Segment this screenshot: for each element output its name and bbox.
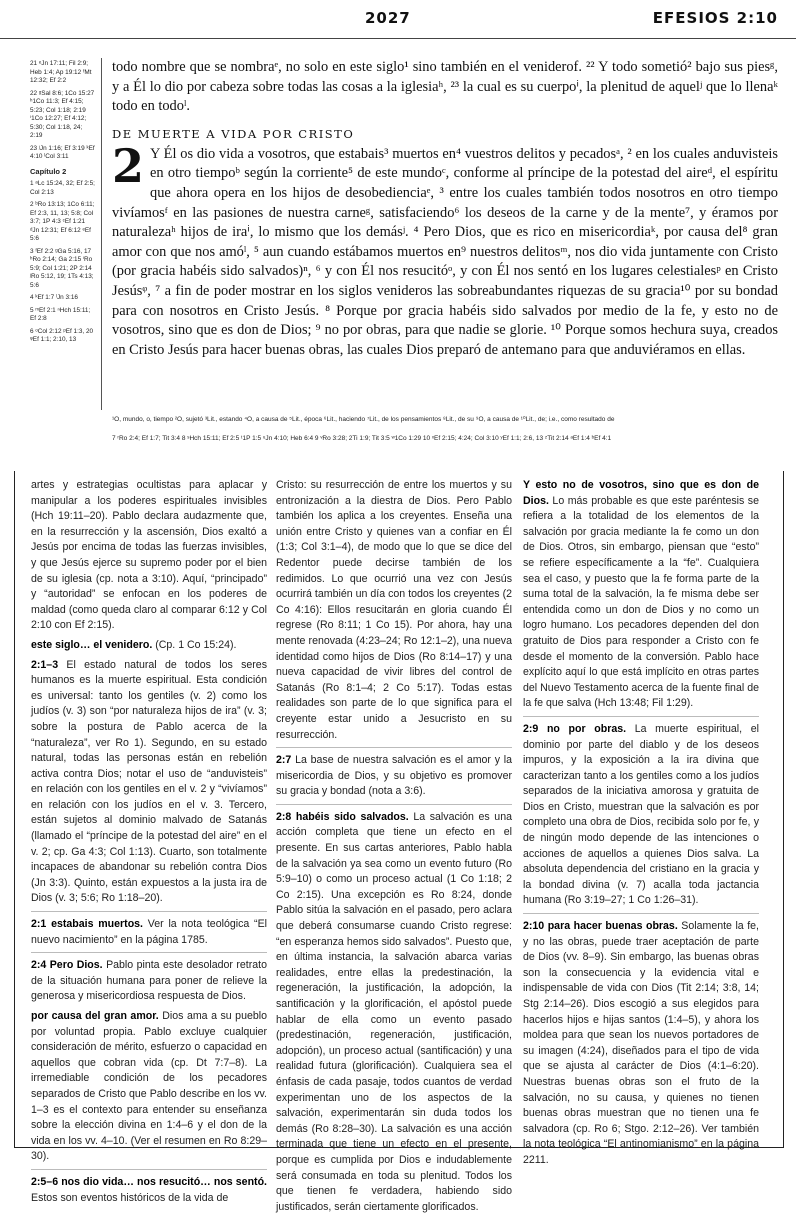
note-text: (Cp. 1 Co 15:24). bbox=[155, 638, 237, 651]
scripture-intro: todo nombre que se nombraᵉ, no solo en este siglo¹ sino también en el veniderof. ²² Y todo sometió² bajo sus piesᵍ, y a Él lo dio por cabeza sobre todas las cosas a la iglesiaʰ, ²³ la cual es su cuerpoⁱ, la plenitud de aquelʲ que lo llenaᵏ todo en todoˡ. bbox=[112, 59, 778, 115]
study-note bbox=[31, 917, 267, 953]
note-heading: 2:1–3 bbox=[31, 658, 59, 671]
xref-chapter-label: Capítulo 2 bbox=[30, 166, 67, 176]
note-heading: 2:4 Pero Dios. bbox=[31, 959, 103, 972]
note-text: Ver la nota teológica “El nuevo nacimiento” en la página 1785. bbox=[31, 918, 267, 946]
note-heading: Y esto no de vosotros, sino que es don de Dios. bbox=[523, 479, 759, 507]
xref-entry: 21 ᵉJn 17:11; Fil 2:9; Heb 1:4; Ap 19:12 ᶠMt 12:32; Ef 2:2 bbox=[30, 60, 92, 84]
note-text: Dios ama a su pueblo por voluntad propia. Pablo excluye cualquier consideración de mérito, esfuerzo o capacidad en aquellos que cobran vida (cp. Dt 7:7–8). La irremediable condición de los pecadores separados de Cristo que Pablo describe en los vv. 1–3 es el contexto para entender su enseñanza sobre la elección divina en 1:4–6 y el don de la vida en los vv. 4–10. (Ver el resumen en Ro 8:29–30). bbox=[31, 1010, 267, 1163]
study-note bbox=[276, 753, 512, 805]
section-heading: DE MUERTE A VIDA POR CRISTO bbox=[112, 126, 355, 141]
chapter-number: 2 bbox=[112, 138, 145, 193]
study-note bbox=[276, 478, 512, 748]
xref-entry: 4 ᵏEf 1:7 ˡJn 3:16 bbox=[30, 294, 78, 301]
note-text: Solamente la fe, y no las obras, puede traer aceptación de parte de Dios (vv. 8–9). Sin embargo, las buenas obras son la consecuencia y la evidencia vital e indispensable de vida con Dios (Tit 2:14; 3:8, 14; Stg 2:14–26). Dios escogió a sus elegidos para hacerlos hijos e hijas santos (1:4–5), y ahora los moldea para que sean los nuevos portadores de su imagen (4:24), diseñados para el tipo de vida que se ajusta al carácter de Dios (4:1–6:20). Nuestras buenas obras son el fruto de la salvación, no su causa, y quienes no tienen buenas obras muestran que no tienen una fe salvadora (cp. Ro 6; Stgo. 2:12–26). Ver también la nota teológica “El antinomianismo” en la página 2211. bbox=[523, 920, 759, 1166]
xref-divider bbox=[101, 58, 102, 410]
translation-notes: ¹O, mundo, o, tiempo ²O, sujetó ³Lit., estando ⁴O, a causa de ⁵Lit., época ⁶Lit., haciendo ⁷Lit., de los pensamientos ⁸Lit., de su ⁹O, a causa de ¹⁰Lit., de; i.e., como resultado de bbox=[112, 416, 615, 423]
xref-entry: 6 ᵒCol 2:12 ᵖEf 1:3, 20 ᵠEf 1:1; 2:10, 13 bbox=[30, 327, 94, 343]
xref-entry: 22 ᵍSal 8:6; 1Co 15:27 ʰ1Co 11:3; Ef 4:15; 5:23; Col 1:18; 2:19 ⁱ1Co 12:27; Ef 4:12; 5:30; Col 1:18, 24; 2:19 bbox=[30, 89, 95, 139]
note-heading: este siglo… el venidero. bbox=[31, 638, 153, 651]
xref-entry: 5 ᵐEf 2:1 ⁿHch 15:11; Ef 2:8 bbox=[30, 306, 91, 322]
notes-column-2 bbox=[276, 478, 512, 1219]
study-note bbox=[31, 1009, 267, 1170]
study-note bbox=[276, 810, 512, 1215]
note-text: La salvación es una acción completa que tiene un efecto en el presente. En sus cartas anteriores, Pablo habla de la salvación ya sea como un evento futuro (Ro 5:9–10) o como un proceso actual (1 Co 1:18; 2 Co 2:15). Una excepción es Ro 8:24, donde Pablo sitúa la salvación en el pasado, pero aclara que deberá consumarse cuando Cristo regrese: “en esperanza hemos sido salvados”. Puesto que, en última instancia, la salvación abarca varias realidades, entre ellas la predestinación, la regeneración, la justificación, la adopción, la santificación y la glorificación, el apóstol puede hablar de ella como un evento pasado (predestinación, regeneración, justificación, adopción), un proceso actual (santificación) y una realidad futura (glorificación). Cualquiera sea el énfasis de cada pasaje, todos cuantos de verdad experimentan uno de los aspectos de la salvación, experimentarán sin duda todos los demás (Ro 8:28–30). La salvación es una acción terminada que tiene un efecto en el presente, porque es cumplida por Dios e indudablemente será consumada en toda su plenitud. Todos los que tienen fe verdadera, habiendo sido justificados, serán ciertamente glorificados. bbox=[276, 810, 512, 1213]
study-note bbox=[31, 658, 267, 913]
note-heading: 2:10 para hacer buenas obras. bbox=[523, 920, 678, 933]
cross-references bbox=[30, 60, 96, 349]
scripture-text bbox=[112, 58, 778, 360]
xref-entry: 3 ᶠEf 2:2 ᵍGa 5:16, 17 ʰRo 2:14; Ga 2:15 ⁱRo 5:9; Col 1:21; 2P 2:14 ʲRo 5:12, 19; 1Ts 4:13; 5:6 bbox=[30, 247, 94, 289]
chapter-body: Y Él os dio vida a vosotros, que estabais³ muertos en⁴ vuestros delitos y pecadosᵃ, ² en los cuales anduvisteis en otro tiempoᵇ según la corriente⁵ de este mundoᶜ, conforme al príncipe de la potestad del aireᵈ, el espíritu que ahora opera en los hijos de desobedienciaᵉ, ³ entre los cuales también todos nosotros en otro tiempo vivíamosᶠ en las pasiones de nuestra carneᵍ, satisfaciendo⁶ los deseos de la carne y de la mente⁷, y éramos por naturalezaʰ hijos de iraⁱ, lo mismo que los demásʲ. ⁴ Pero Dios, que es rico en misericordiaᵏ, por causa del⁸ gran amor con que nos amóˡ, ⁵ aun cuando estábamos muertos en⁹ nuestros delitosᵐ, nos dio vida juntamente con Cristo (por gracia habéis sido salvados)ⁿ, ⁶ y con Él nos resucitóᵒ, y con Él nos sentó en los lugares celestialesᵖ en Cristo Jesúsᵠ, ⁷ a fin de poder mostrar en los siglos venideros las sobreabundantes riquezas de su gracia¹⁰ por su bondad para con nosotros en Cristo Jesús. ⁸ Porque por gracia habéis sido salvados por medio de la fe, y esto no de vosotros, sino que es don de Dios; ⁹ no por obras, para que nadie se glorie. ¹⁰ Porque somos hechura suya, creados en Cristo Jesús para hacer buenas obras, las cuales Dios preparó de antemano para que anduviéramos en ellas. bbox=[112, 145, 778, 358]
footnotes bbox=[112, 415, 782, 453]
study-note bbox=[31, 478, 267, 634]
note-text: El estado natural de todos los seres humanos es la muerte espiritual. Esta condición es universal: tanto los gentiles (v. 2) como los judíos (v. 3) son “por naturaleza hijos de ira” (v. 3; sobre la postura de Pablo acerca de la “naturaleza”, ver Ro 1). Segundo, en su estado natural, todas las personas están en rebelión activa contra Dios; notar el uso de “anduvisteis” en relación con los gentiles en el v. 2 y “vivíamos” en relación con los judíos en el v. 3. Tercero, están sujetos al dominio malvado de Satanás (llamado el “príncipe de la potestad del aire” en el v. 2; cp. Ga 4:3; Col 1:13). Cuarto, son totalmente incapaces de abandonar su rebelión contra Dios (Jn 3:3). Quinto, están expuestos a la justa ira de Dios (v. 3; 5:6; Ro 1:18–20). bbox=[31, 658, 267, 905]
study-note bbox=[31, 958, 267, 1005]
note-text: artes y estrategias ocultistas para aplacar y manipular a los poderes espirituales invisibles (Hch 19:11–20). Pablo declara audazmente que, en la resurrección y la ascensión, Dios exaltó a Jesús por encima de todas las fuerzas invisibles, y que Jesús ejerce su supremo poder por el bien de su iglesia (cp. nota a 3:10). Aquí, “principado” y “autoridad” se enfocan en los poderes de maldad (como queda claro al comparar 6:12 y Col 2:10 con Ef 2:15). bbox=[31, 479, 267, 632]
note-text: La muerte espiritual, el dominio por parte del diablo y de los deseos impuros, y la exposición a la ira divina que caracterizan tanto a los gentiles como a los judíos separados de la iniciativa amorosa y gratuita de Dios en Cristo, muestran que la salvación es por completo una obra de Dios, recibida solo por fe, y de ningún modo depende de las intenciones o acciones de aquellos a quienes Dios salva. La absoluta dependencia del cristiano en la gracia y la bondad divina (v. 7) acalla toda jactancia humana (Ro 3:19–27; 1 Co 1:26–31). bbox=[523, 722, 759, 907]
note-text: Lo más probable es que este paréntesis se refiera a la totalidad de los elementos de la salvación por gracia mediante la fe como un don de Dios. Otros, sin embargo, piensan que “esto” se refiere específicamente a la “fe”. Cualquiera sea el caso, y puesto que la fe forma parte de la suma total de la salvación, la fe misma debe ser entendida como un don de Dios y no como un logro humano. Los pecadores dependen del don gratuito de Dios para responder a Cristo con fe desde el momento de la conversión. Pablo hace explícito aquí lo que está implícito en otras partes del Nuevo Testamento acerca de la fuente final de la fe que salva (Hch 13:48; Fil 1:29). bbox=[523, 494, 759, 710]
running-head: EFESIOS 2:10 bbox=[652, 9, 778, 27]
note-text: Estos son eventos históricos de la vida de bbox=[31, 1191, 229, 1204]
study-note bbox=[523, 722, 759, 914]
xref-entry: 2 ᵇRo 13:13; 1Co 6:11; Ef 2:3, 11, 13; 5:8; Col 3:7; 1P 4:3 ᶜEf 1:21 ᵈJn 12:31; Ef 6:12 ᵉEf 5:6 bbox=[30, 201, 95, 242]
chapter-paragraph bbox=[112, 138, 778, 361]
note-text: La base de nuestra salvación es el amor y la misericordia de Dios, y su objetivo es promover su gracia y bondad (nota a 3:6). bbox=[276, 754, 513, 798]
page-header bbox=[0, 0, 796, 39]
note-heading: 2:8 habéis sido salvados. bbox=[276, 810, 409, 823]
note-heading: por causa del gran amor. bbox=[31, 1010, 159, 1022]
note-text: Cristo: su resurrección de entre los muertos y su entronización a la diestra de Dios. Pero Pablo también los aplica a los creyentes. Enseña una unión entre Cristo y quienes van a confiar en Él (1:3; Col 3:1–4), de modo que lo que se dice del Redentor puede decirse también de los redimidos. Lo que ocurrió una vez con Jesús ocurrirá también un día con todos los creyentes (2 Co 4:16): Ellos resucitarán en gloria cuando Él regrese (Ro 8:11; 1 Co 15). Por ahora, hay una mente renovada (4:23–24; Ro 12:1–2), una nueva identidad como hijos de Dios (Ro 8:14–17) y una nueva capacidad de vivir libres del control de Satanás (Ro 8:1–4; 2 Co 5:17). Todas estas realidades son parte de lo que significa para el creyente estar unido a Jesucristo en su resurrección. bbox=[276, 479, 512, 741]
notes-column-1 bbox=[31, 478, 267, 1210]
note-heading: 2:5–6 nos dio vida… nos resucitó… nos sentó. bbox=[31, 1175, 267, 1188]
xref-entry: 23 ʲJn 1:16; Ef 3:19 ᵏEf 4:10 ˡCol 3:11 bbox=[30, 144, 95, 160]
study-note bbox=[31, 638, 267, 654]
reference-notes: 7 ʳRo 2:4; Ef 1:7; Tit 3:4 8 ˢHch 15:11; Ef 2:5 ᵗ1P 1:5 ᵘJn 4:10; Heb 6:4 9 ᵛRo 3:28; 2Ti 1:9; Tit 3:5 ʷ1Co 1:29 10 ˣEf 2:15; 4:24; Col 3:10 ʸEf 1:1; 2:6, 13 ᶻTit 2:14 ᵃEf 1:4 ᵇEf 4:1 bbox=[112, 435, 612, 442]
study-note bbox=[523, 919, 759, 1169]
notes-column-3 bbox=[523, 478, 759, 1173]
note-heading: 2:9 no por obras. bbox=[523, 722, 627, 735]
note-heading: 2:1 estabais muertos. bbox=[31, 918, 143, 931]
study-note bbox=[523, 478, 759, 717]
note-text: Pablo pinta este desolador retrato de la situación humana para poner de relieve la generosa y misericordiosa respuesta de Dios. bbox=[31, 959, 268, 1003]
note-heading: 2:7 bbox=[276, 754, 292, 767]
study-note bbox=[31, 1175, 267, 1206]
xref-entry: 1 ᵃLc 15:24, 32; Ef 2:5; Col 2:13 bbox=[30, 180, 95, 196]
page-number: 2027 bbox=[365, 9, 411, 27]
